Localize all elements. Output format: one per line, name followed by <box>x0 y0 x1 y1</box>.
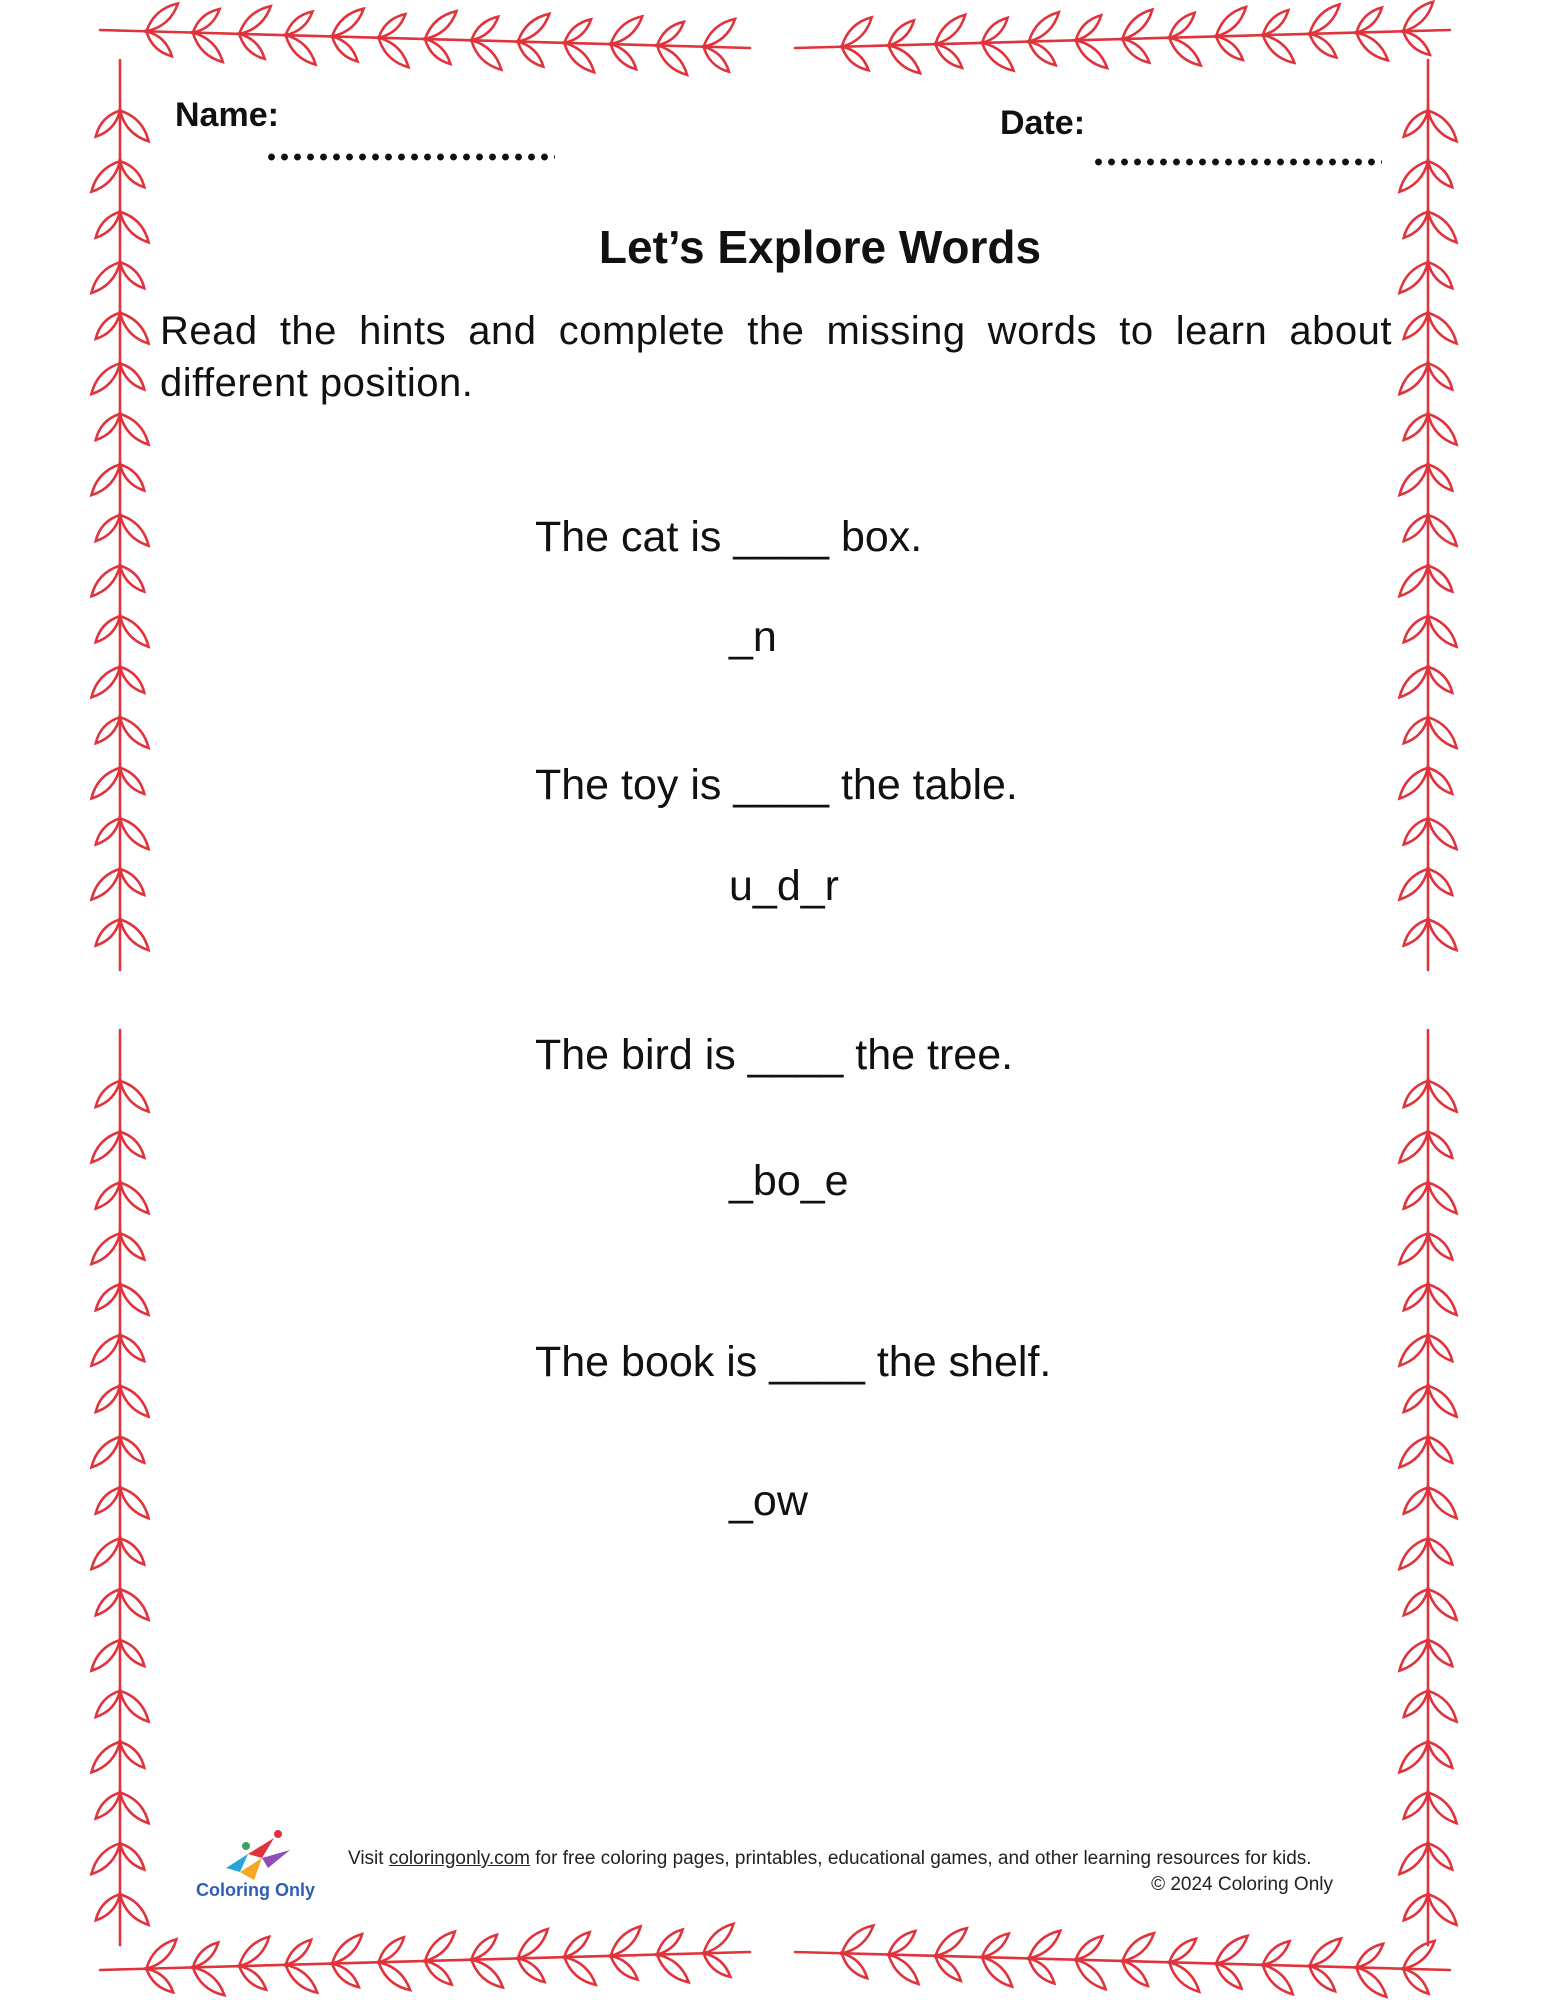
question-1-hint: _n <box>729 613 777 661</box>
question-3-sentence: The bird is ____ the tree. <box>535 1031 1014 1079</box>
footer-visit-prefix: Visit <box>348 1848 389 1869</box>
name-label: Name: <box>175 96 279 134</box>
coloringonly-link[interactable]: coloringonly.com <box>388 1848 530 1869</box>
question-3-hint: _bo_e <box>729 1157 849 1205</box>
worksheet-title: Let’s Explore Words <box>598 221 1042 273</box>
question-1-sentence: The cat is ____ box. <box>535 513 923 561</box>
date-label: Date: <box>1000 104 1086 142</box>
question-2-hint: u_d_r <box>729 862 839 910</box>
coloring-only-logo-icon <box>218 1828 300 1888</box>
footer-visit-suffix: for free coloring pages, printables, educational games, and other learning resources for kids. <box>530 1848 1312 1869</box>
date-blank-line[interactable] <box>1092 157 1382 167</box>
question-4-hint: _ow <box>729 1477 808 1525</box>
name-blank-line[interactable] <box>265 152 555 162</box>
footer-visit-text <box>348 1848 1312 1870</box>
logo-text: Coloring Only <box>196 1880 315 1900</box>
question-4-sentence: The book is ____ the shelf. <box>535 1338 1052 1386</box>
question-2-sentence: The toy is ____ the table. <box>535 761 1018 809</box>
footer-copyright: © 2024 Coloring Only <box>1151 1874 1333 1895</box>
instructions-text: Read the hints and complete the missing words to learn about different position. <box>160 309 1392 405</box>
